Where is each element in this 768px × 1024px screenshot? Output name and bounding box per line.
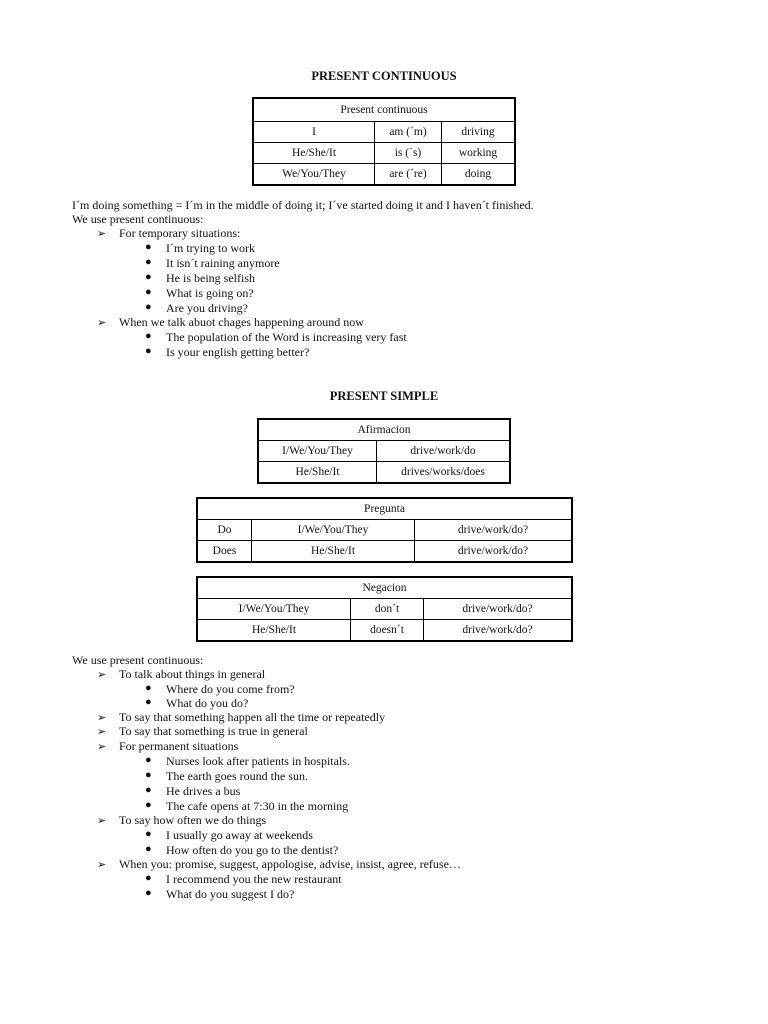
round-bullet-icon: ●: [145, 799, 152, 811]
list-item: He drives a bus: [166, 784, 241, 798]
table-cell: drives/works/does: [377, 462, 511, 484]
table-cell: He/She/It: [252, 541, 415, 563]
table-cell: driving: [442, 122, 516, 143]
arrowhead-bullet-icon: ➢: [97, 228, 107, 240]
table-cell: doesn´t: [351, 620, 424, 642]
list-item: Are you driving?: [166, 301, 248, 315]
group-label: To say that something happen all the time or repeatedly: [119, 710, 386, 724]
table-cell: Does: [197, 541, 252, 563]
arrowhead-bullet-icon: ➢: [97, 669, 107, 681]
group-label: When we talk abuot chages happening around now: [119, 315, 364, 329]
table-cell: He/She/It: [258, 462, 377, 484]
intro-line: We use present continuous:: [72, 653, 204, 667]
title-present-simple: PRESENT SIMPLE: [329, 389, 439, 403]
list-item: Nurses look after patients in hospitals.: [166, 754, 350, 768]
present-continuous-table: [252, 97, 516, 186]
group-label: For temporary situations:: [119, 226, 241, 240]
group-label: To say how often we do things: [119, 813, 267, 827]
round-bullet-icon: ●: [145, 286, 152, 298]
table-cell: I/We/You/They: [258, 441, 377, 462]
table-header: Present continuous: [253, 98, 515, 122]
group-label: To say that something is true in general: [119, 724, 308, 738]
round-bullet-icon: ●: [145, 696, 152, 708]
table-cell: He/She/It: [253, 143, 375, 164]
group-label: To talk about things in general: [119, 667, 266, 681]
arrowhead-bullet-icon: ➢: [97, 815, 107, 827]
round-bullet-icon: ●: [145, 330, 152, 342]
table-cell: is (´s): [375, 143, 442, 164]
table-cell: I: [253, 122, 375, 143]
list-item: Is your english getting better?: [166, 345, 310, 359]
arrowhead-bullet-icon: ➢: [97, 712, 107, 724]
table-header: Negacion: [197, 577, 572, 599]
round-bullet-icon: ●: [145, 345, 152, 357]
title-present-continuous: PRESENT CONTINUOUS: [311, 69, 457, 83]
table-cell: drive/work/do?: [424, 620, 573, 642]
list-item: What do you do?: [166, 696, 249, 710]
list-item: How often do you go to the dentist?: [166, 843, 339, 857]
arrowhead-bullet-icon: ➢: [97, 859, 107, 871]
round-bullet-icon: ●: [145, 256, 152, 268]
list-item: I´m trying to work: [166, 241, 255, 255]
group-label: For permanent situations: [119, 739, 239, 753]
table-cell: drive/work/do: [377, 441, 511, 462]
arrowhead-bullet-icon: ➢: [97, 317, 107, 329]
group-label: When you: promise, suggest, appologise, advise, insist, agree, refuse…: [119, 857, 461, 871]
round-bullet-icon: ●: [145, 301, 152, 313]
round-bullet-icon: ●: [145, 872, 152, 884]
table-cell: don´t: [351, 599, 424, 620]
table-cell: drive/work/do?: [415, 541, 573, 563]
pregunta-table: [196, 497, 573, 563]
table-cell: He/She/It: [197, 620, 351, 642]
table-cell: Do: [197, 520, 252, 541]
round-bullet-icon: ●: [145, 769, 152, 781]
table-cell: working: [442, 143, 516, 164]
round-bullet-icon: ●: [145, 754, 152, 766]
list-item: I recommend you the new restaurant: [166, 872, 342, 886]
list-item: What is going on?: [166, 286, 254, 300]
table-cell: drive/work/do?: [424, 599, 573, 620]
round-bullet-icon: ●: [145, 682, 152, 694]
round-bullet-icon: ●: [145, 784, 152, 796]
list-item: He is being selfish: [166, 271, 255, 285]
round-bullet-icon: ●: [145, 887, 152, 899]
round-bullet-icon: ●: [145, 241, 152, 253]
list-item: Where do you come from?: [166, 682, 295, 696]
round-bullet-icon: ●: [145, 828, 152, 840]
list-item: The cafe opens at 7:30 in the morning: [166, 799, 349, 813]
table-cell: I/We/You/They: [197, 599, 351, 620]
round-bullet-icon: ●: [145, 843, 152, 855]
afirmacion-table: [257, 418, 511, 484]
table-cell: drive/work/do?: [415, 520, 573, 541]
table-cell: We/You/They: [253, 164, 375, 186]
table-header: Pregunta: [197, 498, 572, 520]
arrowhead-bullet-icon: ➢: [97, 726, 107, 738]
list-item: The earth goes round the sun.: [166, 769, 308, 783]
intro-line: I´m doing something = I´m in the middle of doing it; I´ve started doing it and I haven´t finished.: [72, 198, 534, 212]
intro-line: We use present continuous:: [72, 212, 204, 226]
arrowhead-bullet-icon: ➢: [97, 741, 107, 753]
round-bullet-icon: ●: [145, 271, 152, 283]
table-cell: doing: [442, 164, 516, 186]
negacion-table: [196, 576, 573, 642]
table-cell: are (´re): [375, 164, 442, 186]
list-item: I usually go away at weekends: [166, 828, 313, 842]
list-item: It isn´t raining anymore: [166, 256, 280, 270]
list-item: The population of the Word is increasing very fast: [166, 330, 407, 344]
table-cell: I/We/You/They: [252, 520, 415, 541]
table-cell: am (´m): [375, 122, 442, 143]
table-header: Afirmacion: [258, 419, 510, 441]
list-item: What do you suggest I do?: [166, 887, 295, 901]
